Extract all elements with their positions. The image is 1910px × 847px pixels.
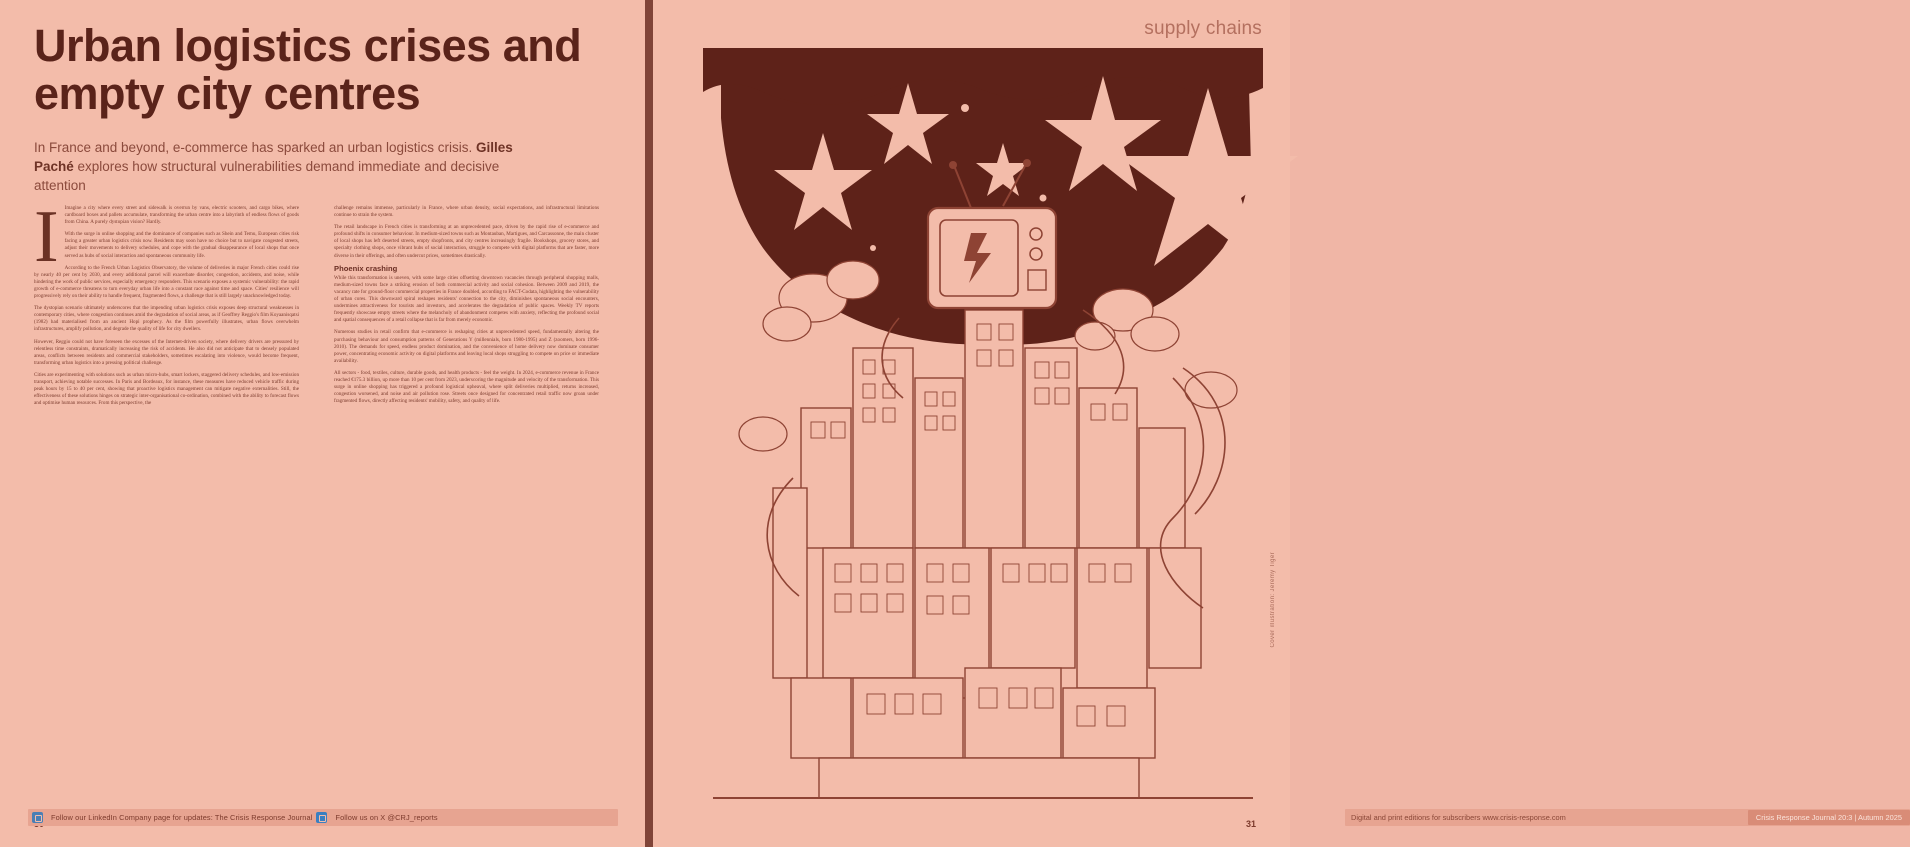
- right-page: [645, 0, 1902, 847]
- column-2: [334, 205, 599, 785]
- page-gutter: [645, 0, 653, 847]
- page-title: Urban logistics crises and empty city centres: [34, 20, 582, 119]
- paragraph: With the surge in online shopping and the dominance of companies such as Shein and Temu, European cities risk facing a greater urban logistics crisis now. Residents may soon have no choice but to navigate congested streets, adjust their movements to delivery schedules, and cope with the gradual disappearance of local shops that once served as hubs of social interaction and spontaneous community life.: [64, 231, 299, 259]
- subheading: Phoenix crashing: [334, 263, 398, 273]
- footer-issue-badge: Crisis Response Journal 20:3 | Autumn 2025: [1748, 810, 1910, 825]
- footer-linkedin-text: Follow our LinkedIn Company page for updates: The Crisis Response Journal: [51, 813, 313, 822]
- paragraph: However, Reggio could not have foreseen the excesses of the Internet-driven society, where delivery drivers are pressured by relentless time constraints, dramatically increasing the risk of accidents. He also did not anticipate that to densely populated areas, conflicts between residents and commercial stakeholders, sometimes escalating into violence, would become frequent, transforming urban logistics into a pressing political challenge.: [34, 338, 299, 366]
- section-kicker: supply chains: [1144, 18, 1262, 39]
- page-number-right: 31: [1245, 819, 1256, 829]
- drop-cap: I: [34, 196, 59, 278]
- paragraph: While this transformation is uneven, with some large cities offsetting downtown vacancies through peripheral shopping malls, medium-sized towns face a striking erosion of both commercial activity and social cohesion. Between 2009 and 2019, the vacancy rate for ground-floor commercial properties in France doubled, according to FACT-Codata, highlighting the vulnerability of urban cores. This downward spiral reshapes residents' connection to the city, diminishes spontaneous social encounters, undermines attractiveness for tourists and investors, and accelerates the degradation of public spaces. Weekly TV reports frequently showcase empty streets where the melancholy of abandonment competes with anxiety, reflecting the profound social and spatial consequences of a retail collapse that is far from merely economic.: [334, 274, 599, 324]
- author-name: Gilles Paché: [34, 140, 513, 174]
- footer-subscriber-text: Digital and print editions for subscribers www.crisis-response.com: [1351, 813, 1566, 822]
- column-1: [34, 196, 299, 785]
- paragraph: challenge remains immense, particularly in France, where urban density, social expectations, and infrastructural limitations continue to strain the system.: [334, 205, 599, 219]
- paragraph: The retail landscape in French cities is transforming at an unprecedented pace, driven by the rapid rise of e-commerce and profound shifts in consumer behaviour. In medium-sized towns such as Montauban, Martigues, and Carcassonne, the main cluster of local shops has left deserted streets, empty shopfronts, and city centres increasingly fragile. Bookshops, grocery stores, and specialty clothing shops, once vibrant hubs of social interaction, struggle to compete with digital platforms that are faster, more diverse in their offerings, and often undercut prices, sometimes drastically.: [334, 224, 599, 259]
- column-1-body: [34, 196, 299, 407]
- standfirst: [34, 138, 534, 195]
- paragraph: The dystopian scenario ultimately underscores that the impending urban logistics crisis exposes deep structural weaknesses in contemporary cities, where congestion continues amid the degradation of social areas, as if Geoffrey Reggio's film Koyaanisqatsi (1982) had materialised from an ancient Hopi prophecy. As the film powerfully illustrates, urban flows overwhelm infrastructures, amplify pollution, and degrade the quality of life for city dwellers.: [34, 305, 299, 333]
- standfirst-after: explores how structural vulnerabilities demand immediate and decisive attention: [34, 159, 500, 193]
- paragraph: Numerous studies in retail confirm that e-commerce is reshaping cities at unprecedented speed, fundamentally altering the purchasing behaviour and consumption patterns of Generations Y (millennials, born 1980-1995) and Z (zoomers, born 1996-2010). The demands for speed, endless product domination, and the convenience of home delivery now dominate consumer power, concentrating economic activity on digital platforms and leaving local shops struggling to compete on price or immediate availability.: [334, 329, 599, 364]
- footer-twitter-text: Follow us on X @CRJ_reports: [335, 813, 438, 822]
- twitter-icon[interactable]: [316, 812, 327, 823]
- footer-bar-right: [1345, 809, 1910, 826]
- standfirst-before: In France and beyond, e-commerce has sparked an urban logistics crisis.: [34, 140, 476, 155]
- city-buildings: [773, 310, 1201, 798]
- paragraph: Cities are experimenting with solutions such as urban micro-hubs, smart lockers, staggered delivery schedules, and low-emission transport, achieving notable successes. In Paris and Bordeaux, for instance, these measures have reduced vehicle traffic during peak hours by 15 to 40 per cent, showing that proactive logistics management can mitigate negative externalities. Still, the effectiveness of these solutions hinges on strategic inter-organisational co-ordination, combined with the ability to forecast flows and optimise human resources. From this perspective, the: [34, 371, 299, 407]
- cover-illustration: [703, 48, 1263, 804]
- illustration-svg: [703, 48, 1263, 804]
- footer-right-row: [1345, 810, 1910, 825]
- paragraph: All sectors - food, textiles, culture, durable goods, and health products - feel the weight. In 2024, e-commerce revenue in France reached €175.3 billion, up more than 10 per cent from 2023, underscoring the magnitude and velocity of the transformation. This surge in online shopping has triggered a profound logistical upheaval, where split deliveries multiplied, returns increased, congestion worsened, and noise and air pollution rose. Streets once designed for concentrated retail traffic now groan under fragmented flows, directly affecting residents' mobility, safety, and quality of life.: [334, 369, 599, 405]
- illustration-credit: Cover illustration: Jeremy Tiger: [1270, 551, 1276, 647]
- footer-right: [1345, 809, 1910, 829]
- paragraph: I Imagine a city where every street and sidewalk is overrun by vans, electric scooters, and cargo bikes, where cardboard boxes and pallets accumulate, transforming the urban centre into a labyrinth of endless flows of goods from China. A purely dystopian vision? Hardly.: [34, 196, 299, 278]
- article-columns: [34, 196, 599, 785]
- left-page: [0, 0, 645, 847]
- paragraph: According to the French Urban Logistics Observatory, the volume of deliveries in major French cities could rise by nearly 40 per cent by 2030, and every additional parcel will exacerbate disorder, congestion, accidents, and noise, while hindering the work of public services, especially emergency responders. This scenario exposes a systemic vulnerability: the rapid growth of e-commerce threatens to turn everyday urban life into a constant race against time and space. Cities' resilience will progressively rely on their ability to handle frequent, fragmented flows, a challenge that is still largely unacknowledged today.: [34, 264, 299, 300]
- footer-bar-left: [28, 809, 618, 826]
- column-2-body: [334, 205, 599, 405]
- footer-left: [28, 809, 618, 829]
- linkedin-icon[interactable]: [32, 812, 43, 823]
